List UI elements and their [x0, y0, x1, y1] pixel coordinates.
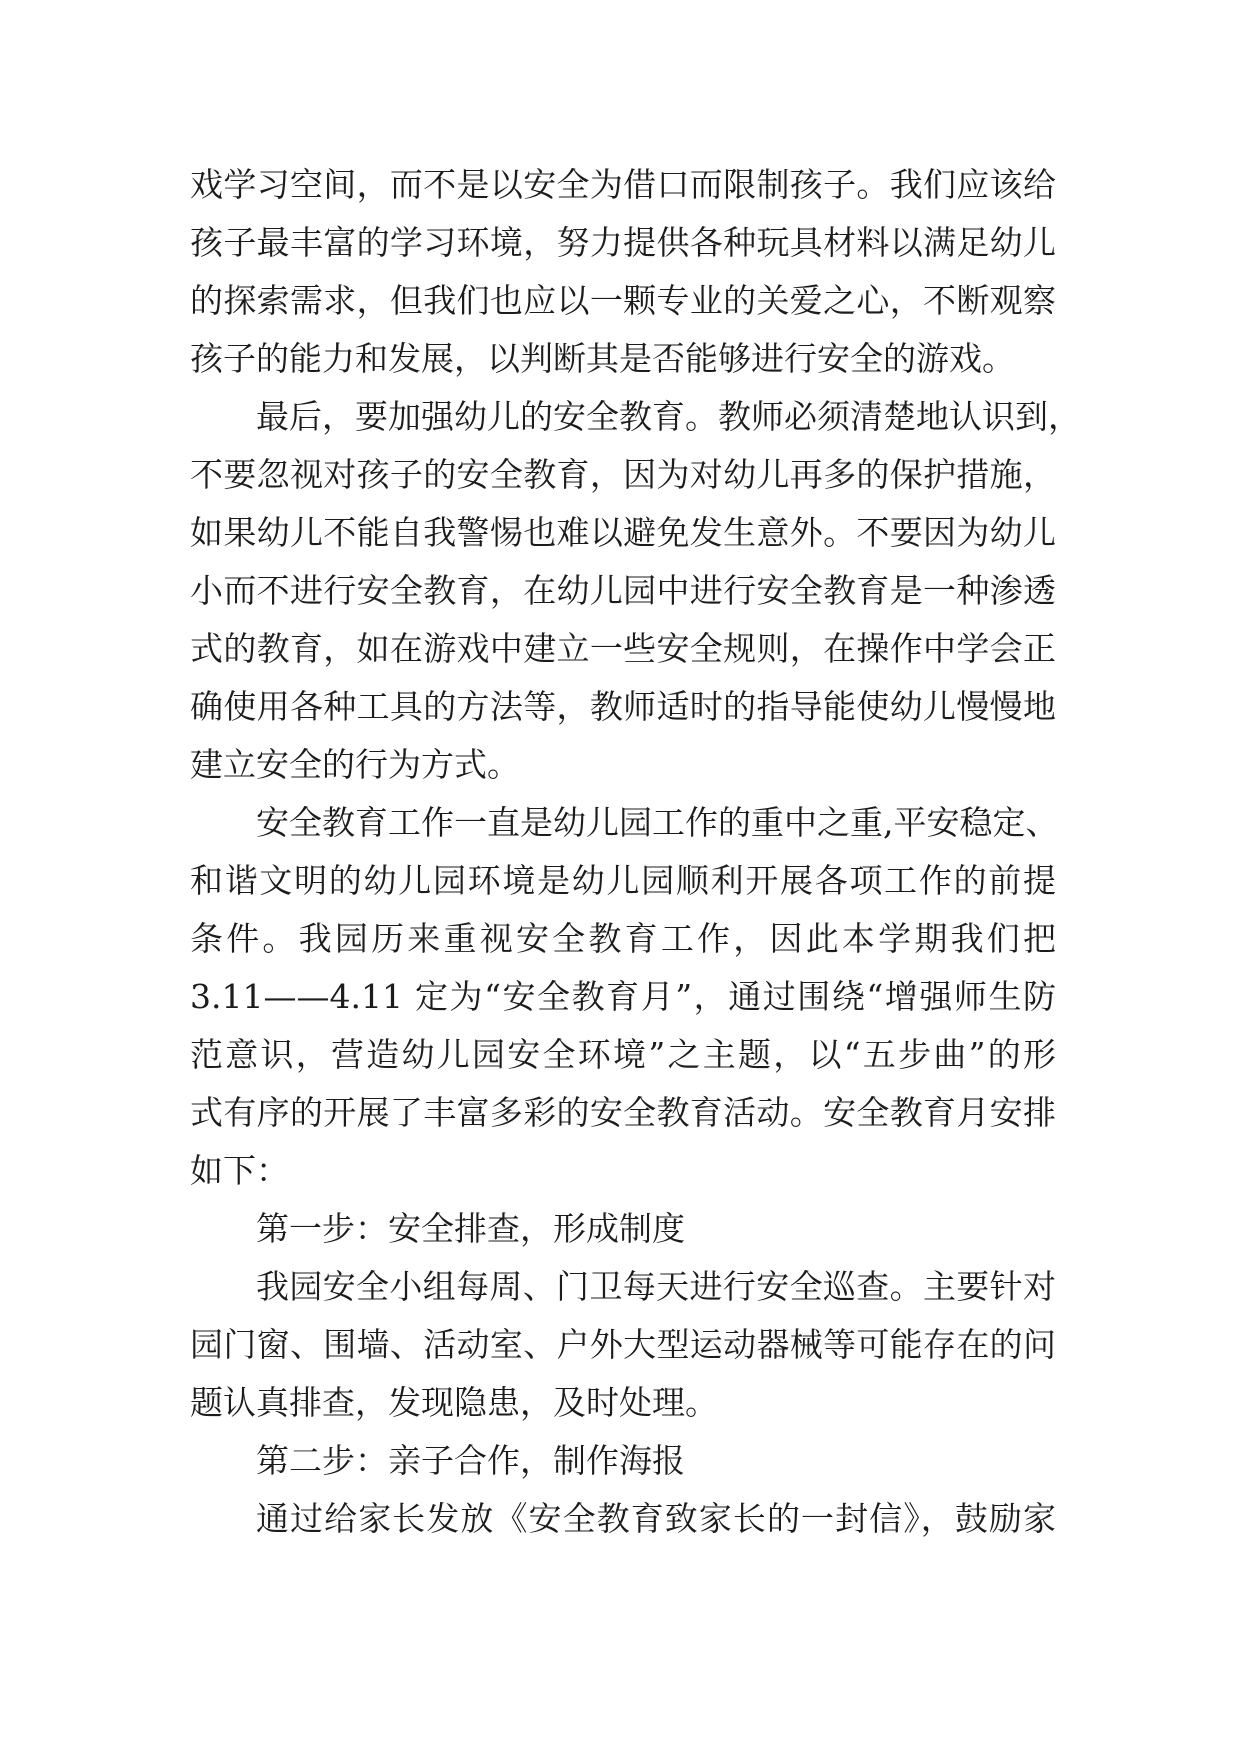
paragraph: [190, 1490, 1056, 1548]
text-line: 式有序的开展了丰富多彩的安全教育活动。安全教育月安排: [190, 1093, 1056, 1132]
text-line: 如下：: [190, 1151, 289, 1190]
paragraph: [190, 156, 1056, 388]
text-line: 园门窗、围墙、活动室、户外大型运动器械等可能存在的问: [190, 1325, 1056, 1364]
text-line: 小而不进行安全教育，在幼儿园中进行安全教育是一种渗透: [190, 571, 1056, 610]
text-line: 如果幼儿不能自我警惕也难以避免发生意外。不要因为幼儿: [190, 513, 1056, 552]
section-heading: [190, 1432, 1056, 1490]
text-line: 安全教育工作一直是幼儿园工作的重中之重,平安稳定、: [256, 803, 1059, 842]
text-line: 式的教育，如在游戏中建立一些安全规则，在操作中学会正: [190, 629, 1056, 668]
text-line: 我园安全小组每周、门卫每天进行安全巡查。主要针对: [256, 1267, 1056, 1306]
text-line: 孩子的能力和发展，以判断其是否能够进行安全的游戏。: [190, 339, 1015, 378]
paragraph: [190, 388, 1081, 794]
text-line: 通过给家长发放《安全教育致家长的一封信》，鼓励家: [256, 1499, 1056, 1538]
document-body: [190, 156, 1081, 1548]
paragraph: [190, 794, 1059, 1200]
text-line: 第二步：亲子合作，制作海报: [256, 1441, 685, 1480]
text-line: 3.11——4.11 定为“安全教育月”，通过围绕“增强师生防: [190, 977, 1056, 1016]
text-line: 最后，要加强幼儿的安全教育。教师必须清楚地认识到，: [256, 397, 1081, 436]
section-heading: [190, 1200, 1056, 1258]
text-line: 和谐文明的幼儿园环境是幼儿园顺利开展各项工作的前提: [190, 861, 1056, 900]
text-line: 不要忽视对孩子的安全教育，因为对幼儿再多的保护措施，: [190, 455, 1056, 494]
text-line: 孩子最丰富的学习环境，努力提供各种玩具材料以满足幼儿: [190, 223, 1056, 262]
text-line: 的探索需求，但我们也应以一颗专业的关爱之心，不断观察: [190, 281, 1056, 320]
text-line: 戏学习空间，而不是以安全为借口而限制孩子。我们应该给: [190, 165, 1056, 204]
text-line: 范意识，营造幼儿园安全环境”之主题，以“五步曲”的形: [190, 1035, 1056, 1074]
text-line: 条件。我园历来重视安全教育工作，因此本学期我们把: [190, 919, 1056, 958]
text-line: 题认真排查，发现隐患，及时处理。: [190, 1383, 718, 1422]
text-line: 建立安全的行为方式。: [190, 745, 520, 784]
text-line: 确使用各种工具的方法等，教师适时的指导能使幼儿慢慢地: [190, 687, 1056, 726]
text-line: 第一步：安全排查，形成制度: [256, 1209, 685, 1248]
paragraph: [190, 1258, 1056, 1432]
